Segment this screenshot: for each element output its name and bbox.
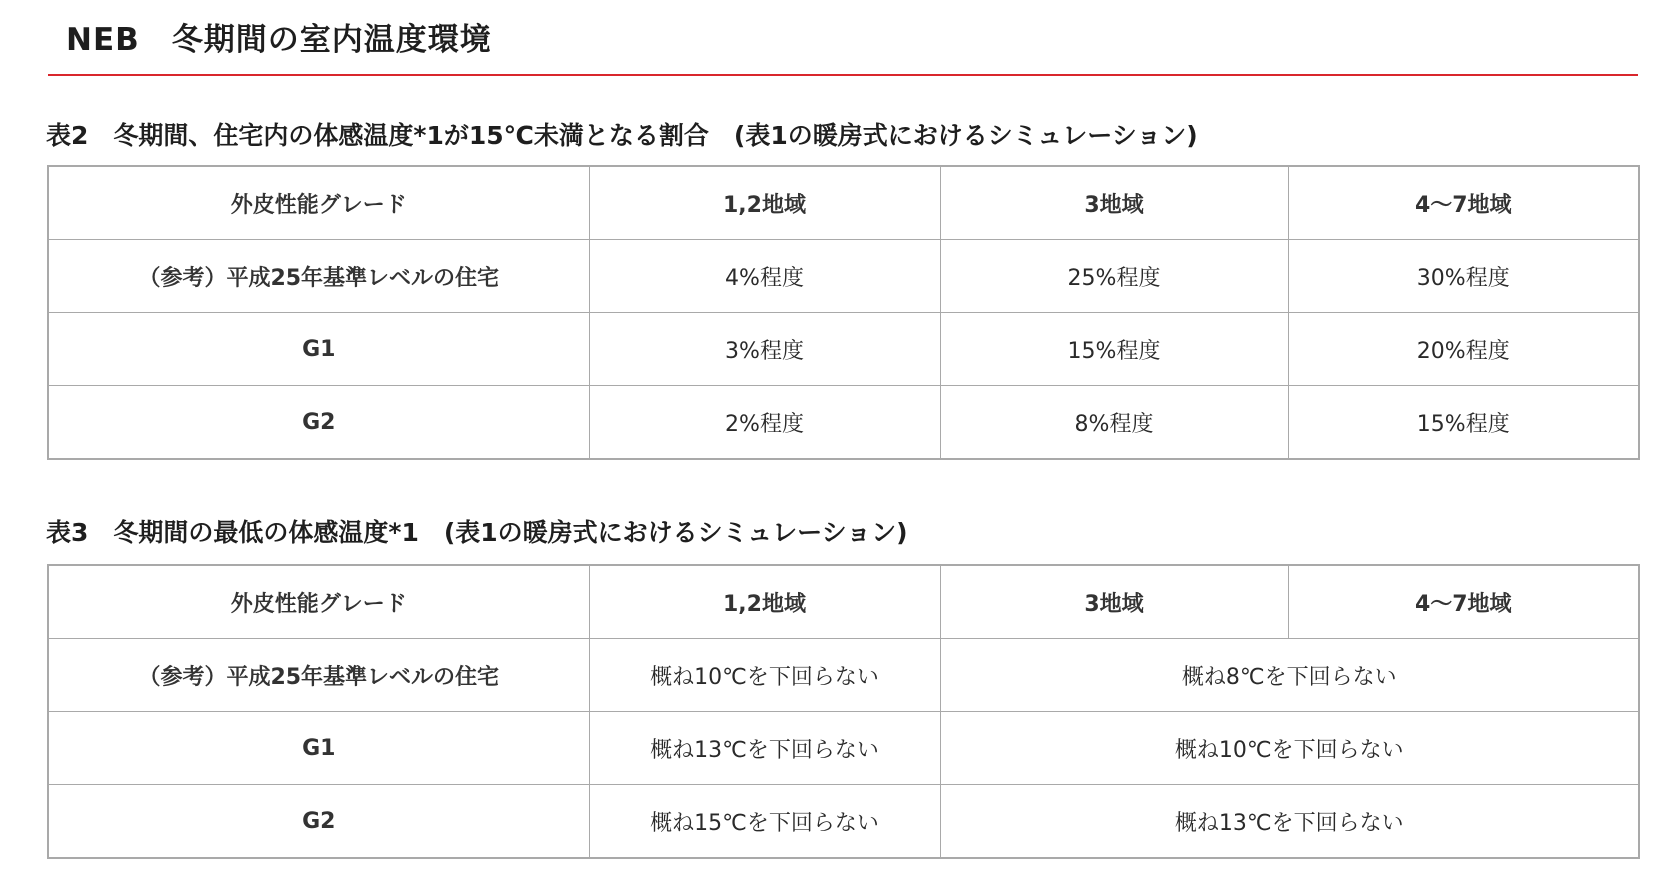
column-header-region-4-7: 4～7地域 bbox=[1288, 166, 1639, 240]
table-cell: 3%程度 bbox=[589, 313, 940, 386]
table-cell: 25%程度 bbox=[940, 240, 1288, 313]
table-row bbox=[48, 313, 1639, 386]
row-label: （参考）平成25年基準レベルの住宅 bbox=[48, 639, 589, 712]
table-header-row bbox=[48, 166, 1639, 240]
table-cell: 概ね13℃を下回らない bbox=[589, 712, 940, 785]
table-cell-merged: 概ね8℃を下回らない bbox=[940, 639, 1639, 712]
table-row bbox=[48, 386, 1639, 460]
table2-ratio-below-15c bbox=[47, 165, 1640, 460]
table-cell: 8%程度 bbox=[940, 386, 1288, 460]
table-row bbox=[48, 240, 1639, 313]
table2-caption: 表2 冬期間、住宅内の体感温度*1が15℃未満となる割合 (表1の暖房式におけるシミュレーション) bbox=[46, 121, 1198, 150]
table-row bbox=[48, 639, 1639, 712]
table-cell: 15%程度 bbox=[1288, 386, 1639, 460]
table-cell: 4%程度 bbox=[589, 240, 940, 313]
column-header-region-1-2: 1,2地域 bbox=[589, 565, 940, 639]
row-label: G2 bbox=[48, 386, 589, 460]
table-cell-merged: 概ね10℃を下回らない bbox=[940, 712, 1639, 785]
table3-minimum-sensible-temperature bbox=[47, 564, 1640, 859]
page-title: NEB 冬期間の室内温度環境 bbox=[66, 22, 492, 58]
column-header-region-3: 3地域 bbox=[940, 565, 1288, 639]
row-label: G2 bbox=[48, 785, 589, 859]
column-header-region-3: 3地域 bbox=[940, 166, 1288, 240]
column-header-region-4-7: 4～7地域 bbox=[1288, 565, 1639, 639]
column-header-grade: 外皮性能グレード bbox=[48, 166, 589, 240]
table-cell: 2%程度 bbox=[589, 386, 940, 460]
table-row bbox=[48, 712, 1639, 785]
row-label: G1 bbox=[48, 712, 589, 785]
table-row bbox=[48, 785, 1639, 859]
table-cell: 概ね15℃を下回らない bbox=[589, 785, 940, 859]
table-cell: 20%程度 bbox=[1288, 313, 1639, 386]
table-cell: 15%程度 bbox=[940, 313, 1288, 386]
row-label: G1 bbox=[48, 313, 589, 386]
table-header-row bbox=[48, 565, 1639, 639]
table-cell-merged: 概ね13℃を下回らない bbox=[940, 785, 1639, 859]
title-divider bbox=[48, 74, 1638, 76]
table3-caption: 表3 冬期間の最低の体感温度*1 (表1の暖房式におけるシミュレーション) bbox=[46, 518, 908, 547]
table-cell: 30%程度 bbox=[1288, 240, 1639, 313]
table-cell: 概ね10℃を下回らない bbox=[589, 639, 940, 712]
row-label: （参考）平成25年基準レベルの住宅 bbox=[48, 240, 589, 313]
column-header-region-1-2: 1,2地域 bbox=[589, 166, 940, 240]
column-header-grade: 外皮性能グレード bbox=[48, 565, 589, 639]
